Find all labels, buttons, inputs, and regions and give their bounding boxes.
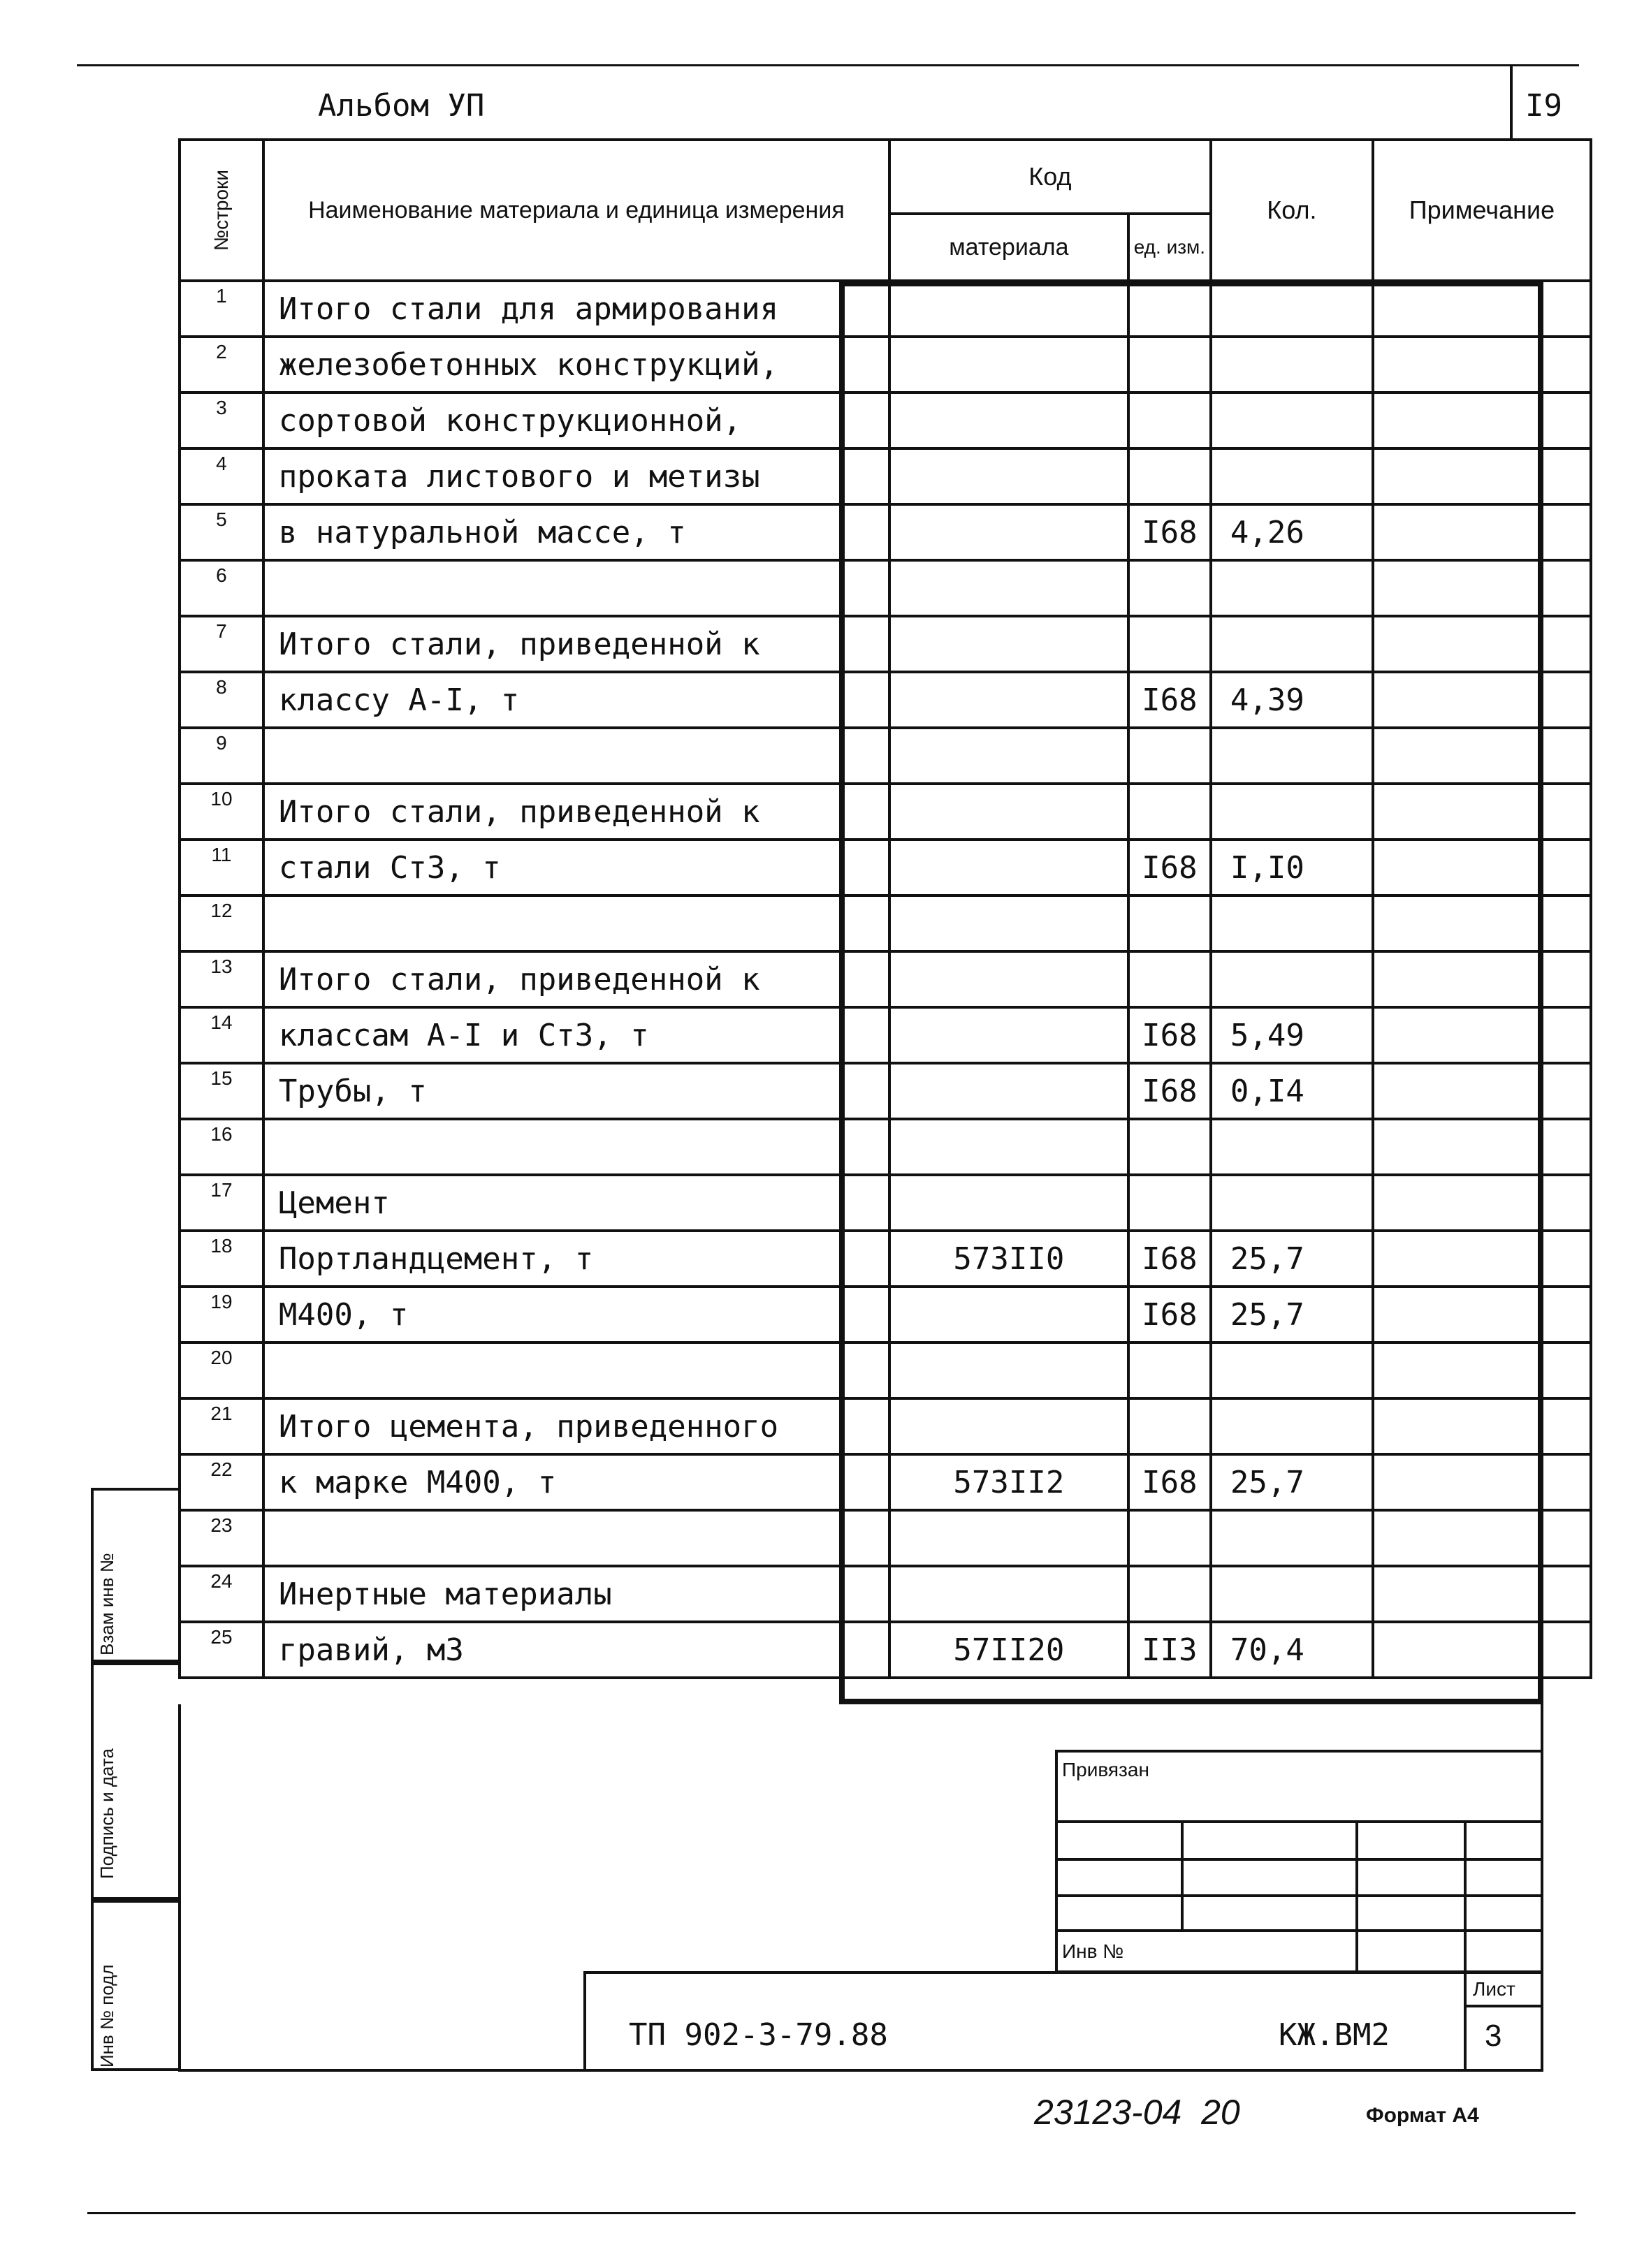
row-number-cell: 25 xyxy=(180,1622,263,1678)
material-code-cell xyxy=(889,1566,1128,1622)
note-cell xyxy=(1373,1398,1591,1454)
note-cell xyxy=(1373,951,1591,1007)
quantity-cell: 25,7 xyxy=(1211,1287,1373,1342)
unit-code-cell xyxy=(1128,1510,1211,1566)
note-cell xyxy=(1373,895,1591,951)
material-code-cell xyxy=(889,1119,1128,1175)
quantity-cell xyxy=(1211,1398,1373,1454)
quantity-cell xyxy=(1211,895,1373,951)
privyazan-row-1 xyxy=(1055,1820,1543,1823)
material-name-cell: Итого стали для армирования xyxy=(263,281,889,337)
material-name-cell xyxy=(263,1342,889,1398)
bottom-rule xyxy=(87,2212,1576,2214)
sheet-label-line xyxy=(1464,2005,1543,2007)
row-number-cell: 22 xyxy=(180,1454,263,1510)
table-row xyxy=(180,1398,1591,1454)
unit-code-cell xyxy=(1128,951,1211,1007)
note-cell xyxy=(1373,1510,1591,1566)
document-mark: КЖ.ВМ2 xyxy=(1279,2017,1390,2053)
row-number-cell: 2 xyxy=(180,337,263,393)
material-code-cell xyxy=(889,672,1128,728)
material-name-cell: в натуральной массе, т xyxy=(263,504,889,560)
note-cell xyxy=(1373,1622,1591,1678)
note-cell xyxy=(1373,1231,1591,1287)
quantity-cell xyxy=(1211,951,1373,1007)
row-number-cell: 10 xyxy=(180,784,263,840)
material-code-cell xyxy=(889,840,1128,895)
sheet-label: Лист xyxy=(1473,1978,1515,2000)
quantity-header: Кол. xyxy=(1211,140,1373,281)
quantity-cell xyxy=(1211,448,1373,504)
unit-code-cell xyxy=(1128,1566,1211,1622)
table-row xyxy=(180,1566,1591,1622)
table-row xyxy=(180,672,1591,728)
unit-code-cell xyxy=(1128,728,1211,784)
note-cell xyxy=(1373,1063,1591,1119)
quantity-cell xyxy=(1211,728,1373,784)
unit-code-cell xyxy=(1128,1175,1211,1231)
unit-code-cell: I68 xyxy=(1128,1287,1211,1342)
sheet-number: 3 xyxy=(1485,2019,1502,2053)
side-label-vzam: Взам инв № xyxy=(96,1553,117,1655)
code-group-header: Код xyxy=(889,140,1211,214)
note-cell xyxy=(1373,616,1591,672)
unit-code-cell xyxy=(1128,393,1211,448)
row-number-cell: 1 xyxy=(180,281,263,337)
material-code-cell xyxy=(889,1287,1128,1342)
quantity-cell: 4,26 xyxy=(1211,504,1373,560)
table-row xyxy=(180,1287,1591,1342)
material-code-cell xyxy=(889,1063,1128,1119)
row-number-cell: 11 xyxy=(180,840,263,895)
material-name-cell: Итого стали, приведенной к xyxy=(263,616,889,672)
note-header: Примечание xyxy=(1373,140,1591,281)
unit-code-cell xyxy=(1128,1342,1211,1398)
table-row xyxy=(180,616,1591,672)
material-name-cell: М400, т xyxy=(263,1287,889,1342)
note-cell xyxy=(1373,560,1591,616)
row-number-cell: 15 xyxy=(180,1063,263,1119)
table-row xyxy=(180,393,1591,448)
table-row xyxy=(180,1231,1591,1287)
quantity-cell: 25,7 xyxy=(1211,1231,1373,1287)
material-name-cell: гравий, м3 xyxy=(263,1622,889,1678)
table-row xyxy=(180,1454,1591,1510)
material-name-cell xyxy=(263,895,889,951)
table-row xyxy=(180,1510,1591,1566)
quantity-cell xyxy=(1211,1119,1373,1175)
material-name-cell: сортовой конструкционной, xyxy=(263,393,889,448)
table-row xyxy=(180,728,1591,784)
note-cell xyxy=(1373,1175,1591,1231)
row-number-header: №строки xyxy=(180,140,263,281)
table-row xyxy=(180,560,1591,616)
row-number-cell: 9 xyxy=(180,728,263,784)
privyazan-row-2 xyxy=(1055,1858,1543,1861)
quantity-cell xyxy=(1211,281,1373,337)
quantity-cell: I,I0 xyxy=(1211,840,1373,895)
note-cell xyxy=(1373,504,1591,560)
unit-code-cell xyxy=(1128,281,1211,337)
table-row xyxy=(180,504,1591,560)
unit-code-cell: I68 xyxy=(1128,672,1211,728)
material-code-cell xyxy=(889,1398,1128,1454)
material-code-header: материала xyxy=(889,214,1128,281)
row-number-cell: 14 xyxy=(180,1007,263,1063)
material-code-cell xyxy=(889,337,1128,393)
unit-code-cell: I68 xyxy=(1128,1063,1211,1119)
top-rule xyxy=(77,64,1579,66)
unit-code-cell: II3 xyxy=(1128,1622,1211,1678)
row-number-cell: 7 xyxy=(180,616,263,672)
quantity-cell xyxy=(1211,1342,1373,1398)
note-cell xyxy=(1373,672,1591,728)
row-number-cell: 24 xyxy=(180,1566,263,1622)
left-frame-line xyxy=(178,1704,181,2071)
quantity-cell xyxy=(1211,1510,1373,1566)
material-code-cell xyxy=(889,448,1128,504)
handwritten-number: 23123-04 20 xyxy=(1034,2093,1240,2132)
unit-code-cell xyxy=(1128,1119,1211,1175)
unit-code-cell xyxy=(1128,1398,1211,1454)
material-code-cell xyxy=(889,951,1128,1007)
table-row xyxy=(180,784,1591,840)
material-name-cell: Итого стали, приведенной к xyxy=(263,784,889,840)
note-cell xyxy=(1373,337,1591,393)
quantity-cell: 5,49 xyxy=(1211,1007,1373,1063)
material-code-cell xyxy=(889,393,1128,448)
row-number-cell: 13 xyxy=(180,951,263,1007)
material-name-cell: Инертные материалы xyxy=(263,1566,889,1622)
row-number-cell: 8 xyxy=(180,672,263,728)
privyazan-label: Привязан xyxy=(1062,1759,1149,1780)
material-name-cell: Итого стали, приведенной к xyxy=(263,951,889,1007)
table-row xyxy=(180,281,1591,337)
material-name-header: Наименование материала и единица измерения xyxy=(263,140,889,281)
material-code-cell: 573II2 xyxy=(889,1454,1128,1510)
format-label: Формат А4 xyxy=(1366,2104,1479,2127)
unit-code-cell: I68 xyxy=(1128,504,1211,560)
unit-code-header: ед. изм. xyxy=(1128,214,1211,281)
row-number-cell: 16 xyxy=(180,1119,263,1175)
specification-table xyxy=(178,138,1592,1679)
unit-code-cell xyxy=(1128,448,1211,504)
quantity-cell xyxy=(1211,616,1373,672)
note-cell xyxy=(1373,1566,1591,1622)
row-number-cell: 4 xyxy=(180,448,263,504)
material-name-cell: стали Ст3, т xyxy=(263,840,889,895)
quantity-cell: 4,39 xyxy=(1211,672,1373,728)
material-code-cell xyxy=(889,560,1128,616)
data-area-top-bold xyxy=(839,281,1543,286)
row-number-cell: 5 xyxy=(180,504,263,560)
material-code-cell xyxy=(889,1342,1128,1398)
side-label-podpis: Подпись и дата xyxy=(96,1748,117,1879)
row-number-cell: 6 xyxy=(180,560,263,616)
material-code-cell: 573II0 xyxy=(889,1231,1128,1287)
quantity-cell xyxy=(1211,1566,1373,1622)
row-number-cell: 12 xyxy=(180,895,263,951)
material-code-cell xyxy=(889,728,1128,784)
material-code-cell xyxy=(889,1007,1128,1063)
table-row xyxy=(180,337,1591,393)
material-name-cell xyxy=(263,1510,889,1566)
row-number-cell: 18 xyxy=(180,1231,263,1287)
unit-code-cell: I68 xyxy=(1128,1007,1211,1063)
table-row xyxy=(180,1007,1591,1063)
material-name-cell: проката листового и метизы xyxy=(263,448,889,504)
table-row xyxy=(180,951,1591,1007)
unit-code-cell xyxy=(1128,784,1211,840)
quantity-cell xyxy=(1211,560,1373,616)
row-number-cell: 19 xyxy=(180,1287,263,1342)
privyazan-row-3 xyxy=(1055,1894,1543,1897)
material-name-cell: Портландцемент, т xyxy=(263,1231,889,1287)
inv-no-label: Инв № xyxy=(1062,1940,1124,1962)
material-name-cell: классам А-I и Ст3, т xyxy=(263,1007,889,1063)
material-code-cell xyxy=(889,616,1128,672)
note-cell xyxy=(1373,281,1591,337)
privyazan-col-1 xyxy=(1181,1820,1184,1932)
table-row xyxy=(180,448,1591,504)
table-row xyxy=(180,1622,1591,1678)
quantity-cell xyxy=(1211,784,1373,840)
note-cell xyxy=(1373,1454,1591,1510)
stamp-bottom-line xyxy=(178,2069,1543,2072)
note-cell xyxy=(1373,1119,1591,1175)
unit-code-cell xyxy=(1128,895,1211,951)
document-number: ТП 902-3-79.88 xyxy=(629,2017,888,2053)
material-name-cell xyxy=(263,728,889,784)
row-number-cell: 21 xyxy=(180,1398,263,1454)
quantity-cell: 0,I4 xyxy=(1211,1063,1373,1119)
table-row xyxy=(180,1342,1591,1398)
material-code-cell xyxy=(889,504,1128,560)
quantity-cell xyxy=(1211,337,1373,393)
unit-code-cell xyxy=(1128,616,1211,672)
row-number-cell: 17 xyxy=(180,1175,263,1231)
table-row xyxy=(180,1119,1591,1175)
note-cell xyxy=(1373,393,1591,448)
page-number: I9 xyxy=(1525,88,1562,124)
quantity-cell: 25,7 xyxy=(1211,1454,1373,1510)
privyazan-col-2 xyxy=(1355,1820,1358,1973)
note-cell xyxy=(1373,1342,1591,1398)
quantity-cell: 70,4 xyxy=(1211,1622,1373,1678)
material-code-cell xyxy=(889,1175,1128,1231)
unit-code-cell: I68 xyxy=(1128,1454,1211,1510)
data-area-left-bold xyxy=(839,284,845,1704)
material-code-cell xyxy=(889,281,1128,337)
unit-code-cell xyxy=(1128,337,1211,393)
note-cell xyxy=(1373,784,1591,840)
note-cell xyxy=(1373,1007,1591,1063)
quantity-cell xyxy=(1211,393,1373,448)
note-cell xyxy=(1373,448,1591,504)
material-code-cell xyxy=(889,895,1128,951)
note-cell xyxy=(1373,840,1591,895)
material-name-cell xyxy=(263,560,889,616)
table-row xyxy=(180,895,1591,951)
material-name-cell: к марке М400, т xyxy=(263,1454,889,1510)
sheet-divider xyxy=(1464,1971,1467,2071)
album-title: Альбом УП xyxy=(318,88,485,124)
material-code-cell: 57II20 xyxy=(889,1622,1128,1678)
material-name-cell: классу А-I, т xyxy=(263,672,889,728)
unit-code-cell: I68 xyxy=(1128,1231,1211,1287)
row-number-cell: 20 xyxy=(180,1342,263,1398)
material-name-cell xyxy=(263,1119,889,1175)
privyazan-row-4 xyxy=(1055,1929,1543,1932)
row-number-cell: 3 xyxy=(180,393,263,448)
table-row xyxy=(180,840,1591,895)
material-name-cell: Трубы, т xyxy=(263,1063,889,1119)
quantity-cell xyxy=(1211,1175,1373,1231)
unit-code-cell xyxy=(1128,560,1211,616)
table-row xyxy=(180,1063,1591,1119)
privyazan-col-3 xyxy=(1464,1820,1467,1973)
material-name-cell: Итого цемента, приведенного xyxy=(263,1398,889,1454)
privyazan-block xyxy=(1055,1750,1543,1973)
side-label-inv: Инв № подл xyxy=(96,1964,117,2068)
material-code-cell xyxy=(889,784,1128,840)
note-cell xyxy=(1373,1287,1591,1342)
table-row xyxy=(180,1175,1591,1231)
row-number-cell: 23 xyxy=(180,1510,263,1566)
page-number-divider xyxy=(1510,64,1513,140)
unit-code-cell: I68 xyxy=(1128,840,1211,895)
material-name-cell: железобетонных конструкций, xyxy=(263,337,889,393)
material-code-cell xyxy=(889,1510,1128,1566)
material-name-cell: Цемент xyxy=(263,1175,889,1231)
note-cell xyxy=(1373,728,1591,784)
